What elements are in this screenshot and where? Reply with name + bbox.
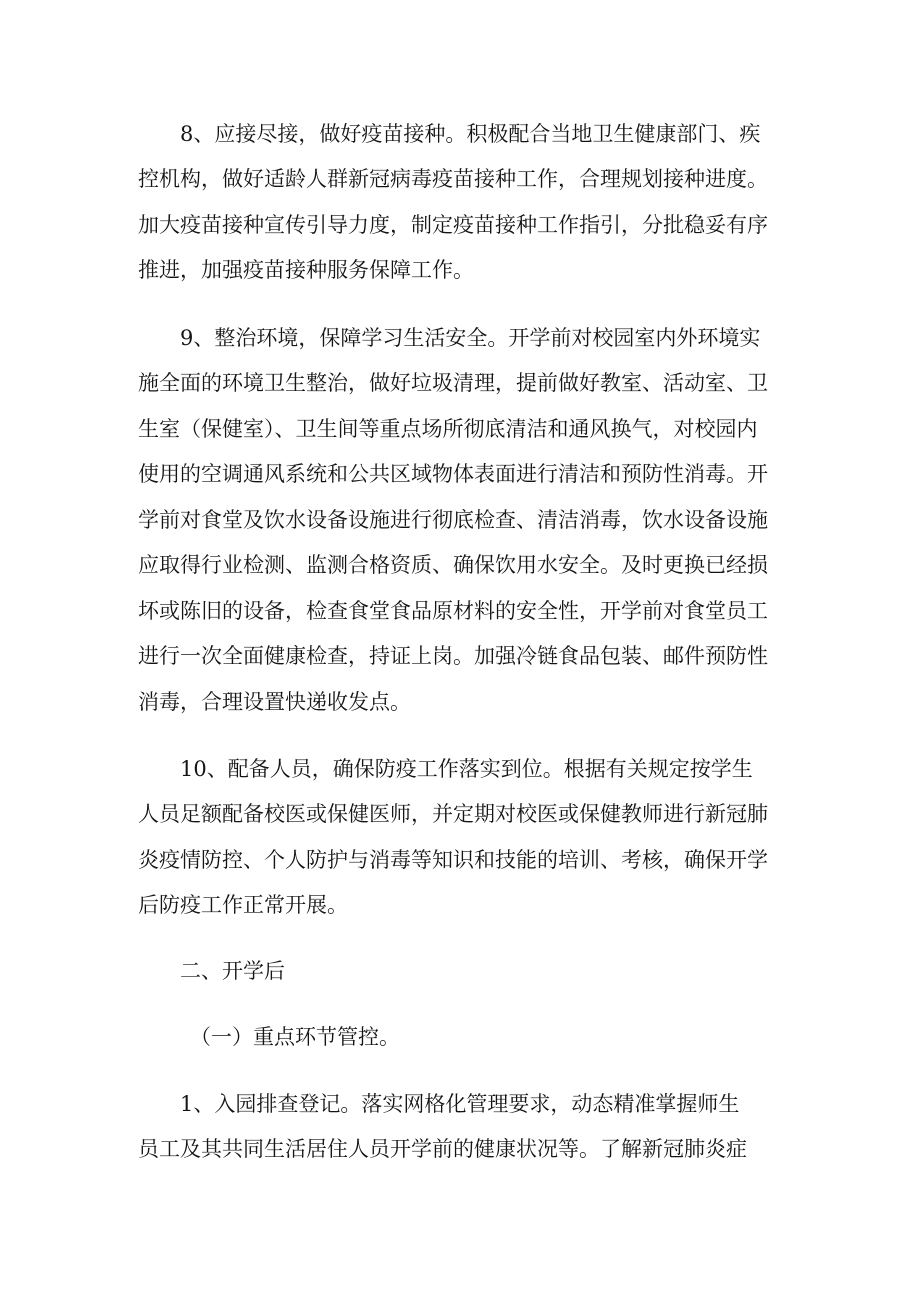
paragraph-line: 应取得行业检测、监测合格资质、确保饮用水安全。及时更换已经损 <box>138 553 768 577</box>
paragraph-line: 员工及其共同生活居住人员开学前的健康状况等。了解新冠肺炎症 <box>138 1137 747 1161</box>
section-title: 二、开学后 <box>180 959 285 983</box>
paragraph-line: 推进，加强疫苗接种服务保障工作。 <box>138 258 474 282</box>
paragraph-line: 进行一次全面健康检查，持证上岗。加强冷链食品包装、邮件预防性 <box>138 644 768 668</box>
paragraph-line: 消毒，合理设置快递收发点。 <box>138 690 411 714</box>
paragraph-line: 9、整治环境，保障学习生活安全。开学前对校园室内外环境实 <box>180 326 761 350</box>
paragraph-line: 8、应接尽接，做好疫苗接种。积极配合当地卫生健康部门、疾 <box>180 122 761 146</box>
paragraph-line: 生室（保健室）、卫生间等重点场所彻底清洁和通风换气，对校园内 <box>138 417 758 441</box>
paragraph-line: 人员足额配备校医或保健医师，并定期对校医或保健教师进行新冠肺 <box>138 802 768 826</box>
paragraph-line: 施全面的环境卫生整治，做好垃圾清理，提前做好教室、活动室、卫 <box>138 371 768 395</box>
paragraph-line: 加大疫苗接种宣传引导力度，制定疫苗接种工作指引，分批稳妥有序 <box>138 213 768 237</box>
paragraph-line: 控机构，做好适龄人群新冠病毒疫苗接种工作，合理规划接种进度。 <box>138 167 768 191</box>
subsection-title: （一）重点环节管控。 <box>190 1025 400 1049</box>
paragraph-line: 炎疫情防控、个人防护与消毒等知识和技能的培训、考核，确保开学 <box>138 848 768 872</box>
paragraph-line: 使用的空调通风系统和公共区域物体表面进行清洁和预防性消毒。开 <box>138 462 768 486</box>
paragraph-line: 坏或陈旧的设备，检查食堂食品原材料的安全性，开学前对食堂员工 <box>138 599 768 623</box>
paragraph-line: 后防疫工作正常开展。 <box>138 893 348 917</box>
paragraph-line: 10、配备人员，确保防疫工作落实到位。根据有关规定按学生 <box>180 757 753 781</box>
paragraph-line: 1、入园排查登记。落实网格化管理要求，动态精准掌握师生 <box>180 1092 740 1116</box>
paragraph-line: 学前对食堂及饮水设备设施进行彻底检查、清洁消毒，饮水设备设施 <box>138 508 768 532</box>
